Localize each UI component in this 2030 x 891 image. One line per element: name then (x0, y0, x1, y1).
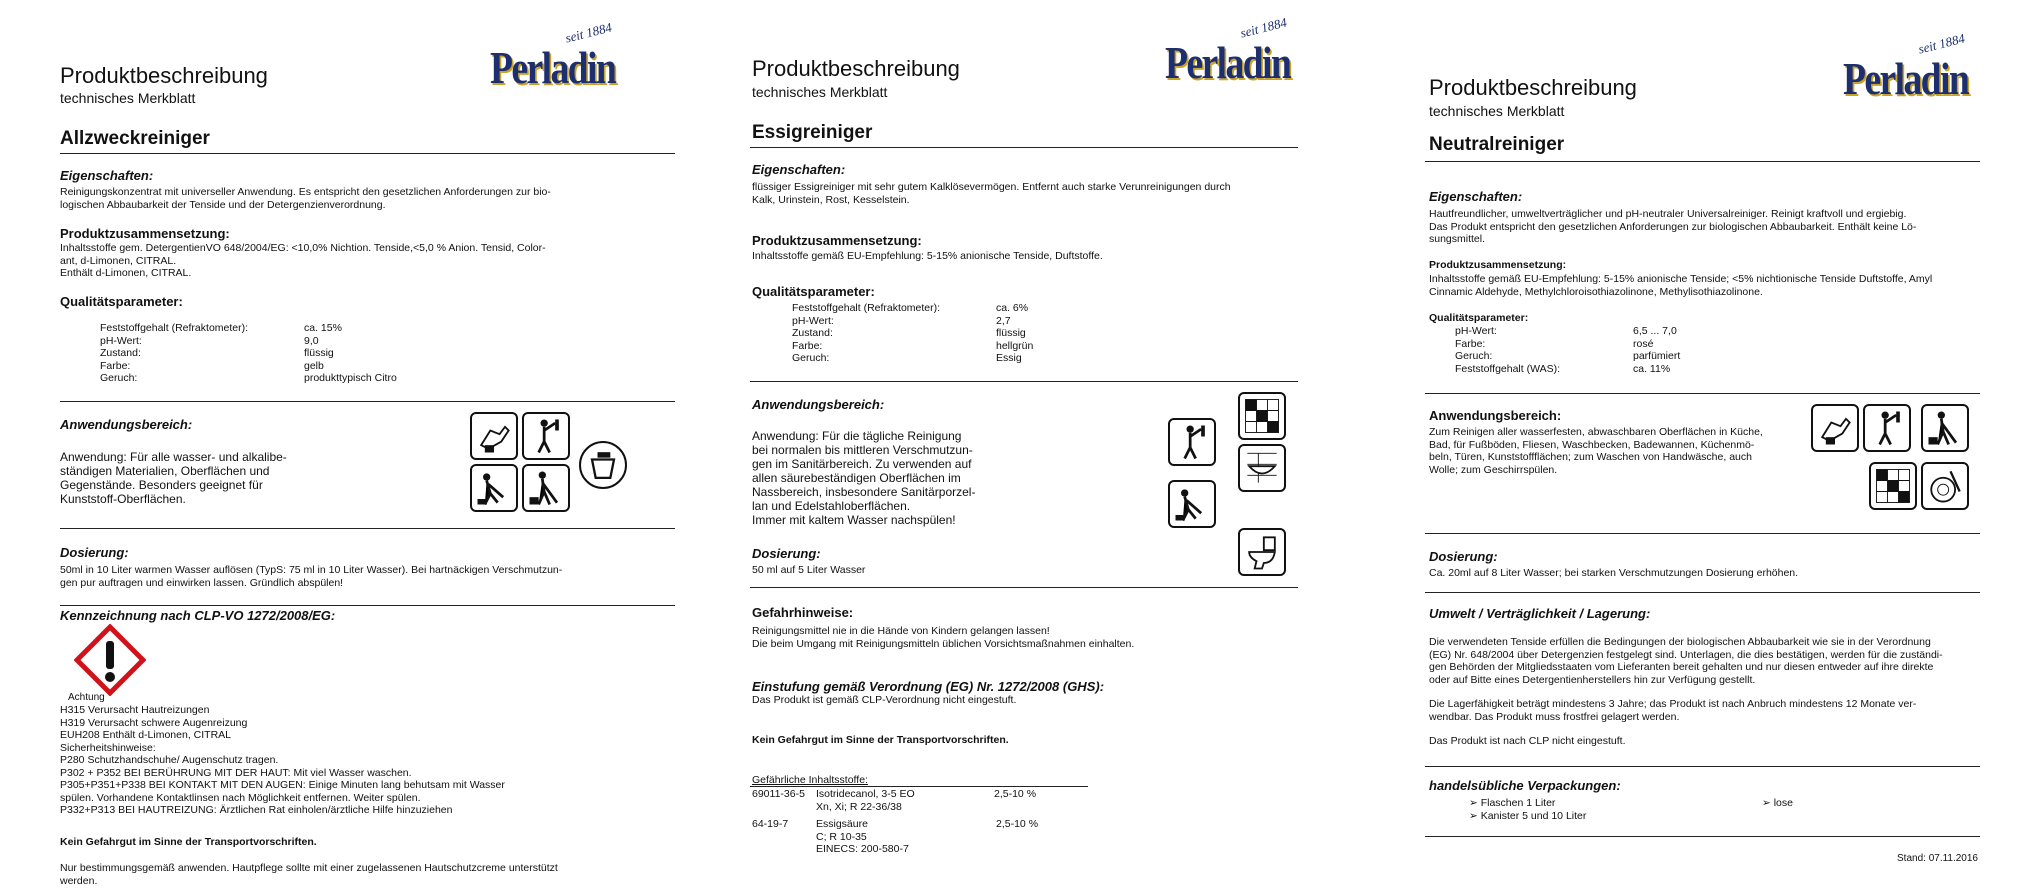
qualitaet-table (792, 302, 1033, 365)
person-wall-cleaning-icon (1863, 404, 1911, 452)
gefahr-text (752, 625, 1134, 650)
text-line: Kalk, Urinstein, Rost, Kesselstein. (752, 193, 910, 206)
param-row: Zustand: flüssig (100, 347, 334, 359)
header-subtitle: technisches Merkblatt (60, 90, 196, 106)
zusammensetzung-heading: Produktzusammensetzung: (1429, 259, 1567, 271)
text-line: 50ml in 10 Liter warmen Wasser auflösen (TypS: 75 ml in 10 Liter Wasser). Bei hartnäckigen Verschmutzun- (60, 564, 563, 576)
verpackungen-list-right (1762, 797, 1793, 810)
text-line: Anwendung: Für alle wasser- und alkalibe- (60, 450, 287, 464)
dosierung-heading: Dosierung: (1429, 549, 1498, 564)
bucket-sponge-icon (579, 441, 627, 489)
text-line: Das Produkt ist nach CLP nicht eingestuft. (1429, 735, 1626, 747)
sheet-neutralreiniger (1425, 0, 1980, 891)
anwendung-heading: Anwendungsbereich: (1429, 408, 1562, 423)
param-row: Geruch: Essig (792, 352, 1022, 364)
divider (60, 401, 675, 402)
hand-wiping-icon (470, 412, 518, 460)
text-line: Sicherheitshinweise: (60, 741, 156, 754)
inhaltsstoffe-heading: Gefährliche Inhaltsstoffe: (752, 774, 868, 786)
person-floor-wiping-icon (1168, 480, 1216, 528)
text-line: Ca. 20ml auf 8 Liter Wasser; bei starken Verschmutzungen Dosierung erhöhen. (1429, 567, 1799, 579)
dosierung-text (752, 564, 865, 577)
dishes-icon (1921, 462, 1969, 510)
cas-number: 64-19-7 (752, 818, 789, 830)
cas-number: 69011-36-5 (752, 788, 805, 800)
eigenschaften-heading: Eigenschaften: (1429, 189, 1523, 204)
gefahr-heading: Gefahrhinweise: (752, 605, 854, 620)
hand-wiping-icon (1811, 404, 1859, 452)
text-line: EUH208 Enthält d-Limonen, CITRAL (60, 729, 231, 741)
text-line: lan und Edelstahloberflächen. (752, 499, 911, 513)
text-line: Die Lagerfähigkeit beträgt mindestens 3 Jahre; das Produkt ist nach Anbruch mindestens 12 Monate ver- (1429, 698, 1917, 710)
ingredient-extra: C; R 10-35 (816, 830, 867, 843)
einstufung-text (752, 694, 1016, 707)
text-line: Nur bestimmungsgemäß anwenden. Hautpflege sollte mit einer zugelassenen Hautschutzcreme unterstützt (60, 862, 558, 874)
anwendung-text (1429, 426, 1771, 476)
person-mopping-icon (1921, 404, 1969, 452)
person-floor-wiping-icon (470, 464, 518, 512)
anwendung-text (60, 450, 312, 506)
zusammensetzung-heading: Produktzusammensetzung: (60, 226, 230, 241)
zusammensetzung-text (60, 242, 675, 280)
text-line: Reinigungskonzentrat mit universeller Anwendung. Es entspricht den gesetzlichen Anforderungen zur bio- (60, 186, 551, 198)
transport-note: Kein Gefahrgut im Sinne der Transportvorschriften. (752, 734, 1009, 746)
inhaltsstoffe-table (752, 788, 1152, 858)
text-line: wendbar. Das Produkt muss frostfrei gelagert werden. (1429, 710, 1680, 723)
eigenschaften-text (752, 181, 1296, 206)
param-row: Geruch: produkttypisch Citro (100, 372, 397, 384)
divider (1425, 766, 1980, 767)
text-line: gen im Sanitärbereich. Zu verwenden auf (752, 457, 972, 471)
perladin-logo: Perladin seit 1884 (1843, 30, 1969, 104)
qualitaet-table (100, 322, 397, 385)
list-item: ➢ Flaschen 1 Liter (1469, 797, 1586, 810)
header-subtitle: technisches Merkblatt (1429, 103, 1565, 119)
divider (750, 786, 1088, 787)
text-line: Bad, für Fußböden, Fliesen, Waschbecken, Badewannen, Küchenmö- (1429, 438, 1755, 451)
text-line: Inhaltsstoffe gem. DetergentienVO 648/2004/EG: <10,0% Nichtion. Tenside,<5,0 % Anion. Tensid, Color- (60, 242, 546, 254)
zusammensetzung-heading: Produktzusammensetzung: (752, 233, 922, 248)
text-line: gen Behörden der Mitgliedsstaaten vom Lieferanten bereit gehalten und nur diesen entweder auf ihre direkte (1429, 661, 1934, 673)
divider (60, 153, 675, 154)
param-row: Farbe: hellgrün (792, 339, 1034, 352)
washbasin-icon (1238, 444, 1286, 492)
qualitaet-heading: Qualitätsparameter: (60, 294, 183, 309)
text-line: Nassbereich, insbesondere Sanitärporzel- (752, 485, 976, 499)
param-row: pH-Wert: 6,5 ... 7,0 (1455, 325, 1677, 337)
dosierung-heading: Dosierung: (752, 546, 821, 561)
text-line: sungsmittel. (1429, 233, 1486, 245)
eigenschaften-heading: Eigenschaften: (752, 162, 846, 177)
header-title: Produktbeschreibung (60, 63, 268, 88)
product-name: Neutralreiniger (1429, 134, 1565, 155)
divider (750, 381, 1298, 382)
text-line: Kunststoff-Oberflächen. (60, 492, 186, 506)
text-line: Wolle; zum Geschirrspülen. (1429, 463, 1558, 476)
text-line: oder auf Bitte eines Detergentienherstellers hin zur Verfügung gestellt. (1429, 673, 1756, 686)
toilet-icon (1238, 528, 1286, 576)
text-line: allen säurebeständigen Oberflächen im (752, 471, 961, 485)
zusammensetzung-text (1429, 273, 1981, 298)
anwendung-heading: Anwendungsbereich: (60, 417, 193, 432)
perladin-logo: Perladin seit 1884 (1165, 14, 1291, 88)
dosierung-heading: Dosierung: (60, 545, 129, 560)
tile-cleaning-icon (1869, 462, 1917, 510)
text-line: Immer mit kaltem Wasser nachspülen! (752, 513, 956, 527)
ingredient-extra: EINECS: 200-580-7 (816, 843, 909, 855)
divider (1425, 533, 1980, 534)
ingredient-range: 2,5-10 % (994, 788, 1037, 800)
ingredient-range: 2,5-10 % (996, 818, 1039, 830)
text-line: logischen Abbaubarkeit der Tenside und der Detergenzienverordnung. (60, 198, 386, 211)
text-line: (EG) Nr. 648/2004 über Detergenzien festgelegt sind. Unterlagen, die dies bestätigen, werden für die zuständi- (1429, 648, 1943, 661)
text-line: P332+P313 BEI HAUTREIZUNG: Ärztlichen Rat einholen/ärztliche Hilfe hinzuziehen (60, 804, 453, 816)
dosierung-text (1429, 567, 1798, 580)
footer-note (60, 862, 675, 887)
sheet-essigreiniger (750, 0, 1298, 891)
divider (60, 605, 675, 606)
text-line: beln, Türen, Kunststoffflächen; zum Waschen von Handwäsche, auch (1429, 451, 1752, 463)
zusammensetzung-text (752, 250, 1103, 263)
qualitaet-heading: Qualitätsparameter: (752, 284, 875, 299)
divider (1425, 836, 1980, 837)
person-wall-cleaning-icon (522, 412, 570, 460)
person-wall-cleaning-icon (1168, 418, 1216, 466)
header-title: Produktbeschreibung (1429, 75, 1637, 100)
param-row: pH-Wert: 9,0 (100, 334, 319, 347)
param-row: Farbe: gelb (100, 359, 324, 372)
einstufung-heading: Einstufung gemäß Verordnung (EG) Nr. 1272/2008 (GHS): (752, 679, 1105, 694)
eigenschaften-text (1429, 208, 1979, 246)
transport-note: Kein Gefahrgut im Sinne der Transportvorschriften. (60, 836, 317, 848)
text-line: Enthält d-Limonen, CITRAL. (60, 267, 192, 279)
divider (1425, 161, 1980, 162)
ingredient-name: Essigsäure (816, 818, 868, 830)
sheet-allzweckreiniger (60, 0, 675, 891)
text-line: Cinnamic Aldehyde, Methylchloroisothiazolinone, Methylisothiazolinone. (1429, 285, 1763, 298)
divider (1425, 592, 1980, 593)
verpackungen-list (1469, 797, 1586, 823)
text-line: Zum Reinigen aller wasserfesten, abwaschbaren Oberflächen in Küche, (1429, 426, 1763, 438)
ingredient-extra: Xn, Xi; R 22-36/38 (816, 800, 902, 813)
product-name: Allzweckreiniger (60, 128, 210, 149)
kennzeichnung-heading: Kennzeichnung nach CLP-VO 1272/2008/EG: (60, 608, 336, 623)
qualitaet-heading: Qualitätsparameter: (1429, 312, 1529, 324)
text-line: werden. (60, 874, 98, 887)
tile-cleaning-icon (1238, 392, 1286, 440)
text-line: spülen. Vorhandene Kontaktlinsen nach Möglichkeit entfernen. Weiter spülen. (60, 791, 421, 804)
verpackungen-heading: handelsübliche Verpackungen: (1429, 778, 1621, 793)
param-row: Zustand: flüssig (792, 327, 1026, 339)
text-line: gen pur auftragen und einwirken lassen. Gründlich abspülen! (60, 576, 344, 589)
text-line: Inhaltsstoffe gemäß EU-Empfehlung: 5-15% anionische Tenside, Duftstoffe. (752, 250, 1103, 262)
text-line: Das Produkt ist gemäß CLP-Verordnung nicht eingestuft. (752, 694, 1017, 706)
product-name: Essigreiniger (752, 122, 873, 143)
text-line: Reinigungsmittel nie in die Hände von Kindern gelangen lassen! (752, 625, 1050, 637)
divider (750, 147, 1298, 148)
list-item: ➢ Kanister 5 und 10 Liter (1469, 810, 1586, 823)
person-mopping-icon (522, 464, 570, 512)
text-line: Anwendung: Für die tägliche Reinigung (752, 429, 962, 443)
ghs-exclamation-icon (74, 624, 146, 696)
dosierung-text (60, 564, 675, 589)
param-row: Feststoffgehalt (Refraktometer): ca. 6% (792, 302, 1029, 314)
kennzeichnung-text (60, 704, 675, 817)
signal-word: Achtung (68, 692, 105, 703)
qualitaet-table (1455, 325, 1680, 375)
param-row: Farbe: rosé (1455, 337, 1654, 350)
param-row: Feststoffgehalt (WAS): ca. 11% (1455, 362, 1671, 375)
text-line: Hautfreundlicher, umweltverträglicher und pH-neutraler Universalreiniger. Reinigt kraftvoll und ergiebig. (1429, 208, 1907, 220)
list-item: ➢ lose (1762, 797, 1793, 810)
ingredient-row (752, 818, 1152, 858)
ingredient-name: Isotridecanol, 3-5 EO (816, 788, 915, 800)
header-subtitle: technisches Merkblatt (752, 84, 888, 100)
text-line: H319 Verursacht schwere Augenreizung (60, 716, 248, 729)
stand-date: Stand: 07.11.2016 (1897, 853, 1978, 864)
text-line: flüssiger Essigreiniger mit sehr gutem Kalklösevermögen. Entfernt auch starke Verunreinigungen durch (752, 181, 1231, 193)
umwelt-text (1429, 636, 1977, 748)
text-line: P305+P351+P338 BEI KONTAKT MIT DEN AUGEN: Einige Minuten lang behutsam mit Wasser (60, 779, 505, 791)
perladin-logo: Perladin seit 1884 (490, 19, 616, 93)
divider (60, 528, 675, 529)
text-line: Die beim Umgang mit Reinigungsmitteln üblichen Vorsichtsmaßnahmen einhalten. (752, 637, 1135, 650)
param-row: Feststoffgehalt (Refraktometer): ca. 15% (100, 322, 342, 334)
text-line: ant, d-Limonen, CITRAL. (60, 254, 177, 267)
divider (1425, 393, 1980, 394)
text-line: ständigen Materialien, Oberflächen und (60, 464, 270, 478)
ingredient-row (752, 788, 1152, 814)
text-line: Inhaltsstoffe gemäß EU-Empfehlung: 5-15% anionische Tenside; <5% nichtionische Tenside Duftstoffe, Amyl (1429, 273, 1933, 285)
param-row: Geruch: parfümiert (1455, 350, 1681, 362)
text-line: H315 Verursacht Hautreizungen (60, 704, 210, 716)
eigenschaften-heading: Eigenschaften: (60, 168, 154, 183)
param-row: pH-Wert: 2,7 (792, 314, 1011, 327)
text-line: Das Produkt entspricht den gesetzlichen Anforderungen zur biologischen Abbaubarkeit. Enthält keine Lö- (1429, 220, 1917, 233)
text-line: P280 Schutzhandschuhe/ Augenschutz tragen. (60, 754, 279, 766)
umwelt-heading: Umwelt / Verträglichkeit / Lagerung: (1429, 606, 1651, 621)
eigenschaften-text (60, 186, 675, 211)
text-line: P302 + P352 BEI BERÜHRUNG MIT DER HAUT: Mit viel Wasser waschen. (60, 766, 412, 779)
header-title: Produktbeschreibung (752, 56, 960, 81)
text-line: 50 ml auf 5 Liter Wasser (752, 564, 866, 576)
anwendung-heading: Anwendungsbereich: (752, 397, 885, 412)
text-line: Gegenstände. Besonders geeignet für (60, 478, 263, 492)
anwendung-text (752, 429, 996, 527)
text-line: bei normalen bis mittleren Verschmutzun- (752, 443, 973, 457)
text-line: Die verwendeten Tenside erfüllen die Bedingungen der biologischen Abbaubarkeit wie sie in der Verordnung (1429, 636, 1931, 648)
divider (750, 587, 1298, 588)
